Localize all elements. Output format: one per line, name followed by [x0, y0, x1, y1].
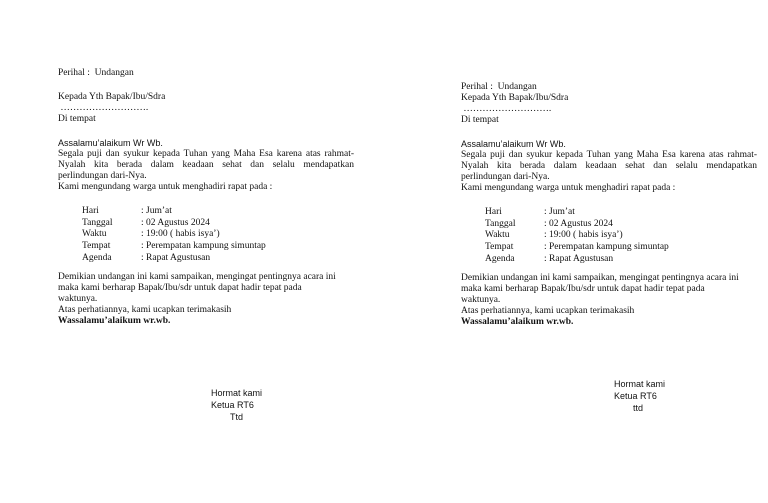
signature-title: Ketua RT6: [211, 400, 254, 410]
recipient-line: Kepada Yth Bapak/Ibu/Sdra: [58, 92, 166, 102]
agenda-value: : Jum’at: [544, 207, 575, 217]
agenda-key: Waktu: [485, 230, 510, 241]
agenda-key: Hari: [82, 206, 99, 216]
agenda-value: : 19:00 ( habis isya’): [544, 230, 623, 241]
agenda-row: [82, 229, 266, 241]
agenda-key: Tempat: [82, 241, 111, 252]
closing-line-1: Demikian undangan ini kami sampaikan, mengingat pentingnya acara ini: [58, 272, 336, 283]
agenda-row: [485, 254, 669, 266]
invite-line: Kami mengundang warga untuk menghadiri rapat pada :: [461, 183, 676, 193]
agenda-row: [485, 230, 669, 242]
recipient-line: Kepada Yth Bapak/Ibu/Sdra: [461, 93, 569, 103]
agenda-value: : Rapat Agustusan: [141, 252, 211, 263]
closing-line-2: maka kami berharap Bapak/Ibu/sdr untuk dapat hadir tepat pada: [58, 283, 302, 294]
signature-title: Ketua RT6: [614, 391, 657, 401]
agenda-table: [485, 207, 669, 265]
agenda-value: : Perempatan kampung simuntap: [544, 242, 669, 253]
agenda-row: [485, 207, 669, 219]
agenda-table: [82, 206, 266, 264]
agenda-key: Tempat: [485, 242, 514, 253]
subject-line: Perihal : Undangan: [461, 82, 537, 92]
letter-left: [58, 68, 358, 327]
location-line: Di tempat: [58, 114, 96, 124]
recipient-dots: ……………………….: [58, 103, 149, 113]
agenda-row: [82, 253, 266, 265]
signature-left: [211, 387, 262, 423]
agenda-key: Hari: [485, 207, 502, 217]
agenda-key: Tanggal: [82, 217, 113, 228]
subject-line: Perihal : Undangan: [58, 68, 134, 78]
agenda-key: Agenda: [485, 253, 515, 264]
body-intro: Segala puji dan syukur kepada Tuhan yang Maha Esa karena atas rahmat-Nyalah kita berada dalam keadaan sehat dan selalu mendapatkan perlindungan dari-Nya.: [461, 150, 757, 182]
agenda-row: [82, 218, 266, 230]
recipient-dots: ……………………….: [461, 104, 552, 114]
body-intro: Segala puji dan syukur kepada Tuhan yang Maha Esa karena atas rahmat-Nyalah kita berada dalam keadaan sehat dan selalu mendapatkan perlindungan dari-Nya.: [58, 149, 354, 181]
agenda-key: Tanggal: [485, 218, 516, 229]
closing-line-2: maka kami berharap Bapak/Ibu/sdr untuk dapat hadir tepat pada: [461, 284, 705, 295]
location-line: Di tempat: [461, 115, 499, 125]
signature-closing: Hormat kami: [614, 379, 666, 389]
letter-right: [461, 82, 761, 328]
agenda-row: [82, 241, 266, 253]
agenda-value: : Jum’at: [141, 206, 172, 216]
closing-line-3: waktunya.: [58, 294, 98, 305]
closing-line-1: Demikian undangan ini kami sampaikan, mengingat pentingnya acara ini: [461, 273, 739, 284]
signature-ttd: Ttd: [230, 412, 244, 422]
agenda-value: : 19:00 ( habis isya’): [141, 229, 220, 240]
agenda-value: : 02 Agustus 2024: [141, 217, 210, 228]
agenda-key: Agenda: [82, 252, 112, 263]
agenda-value: : Perempatan kampung simuntap: [141, 241, 266, 252]
agenda-row: [485, 242, 669, 254]
signature-closing: Hormat kami: [211, 388, 263, 398]
salam-penutup: Wassalamu’alaikum wr.wb.: [58, 316, 171, 327]
closing-line-3: waktunya.: [461, 295, 501, 306]
invite-line: Kami mengundang warga untuk menghadiri rapat pada :: [58, 182, 273, 192]
agenda-value: : 02 Agustus 2024: [544, 218, 613, 229]
agenda-key: Waktu: [82, 229, 107, 240]
closing-line-4: Atas perhatiannya, kami ucapkan terimakasih: [461, 306, 635, 317]
agenda-value: : Rapat Agustusan: [544, 253, 614, 264]
agenda-row: [485, 219, 669, 231]
greeting: Assalamu’alaikum Wr Wb.: [461, 139, 566, 149]
signature-right: [614, 378, 665, 414]
signature-ttd: ttd: [633, 403, 644, 413]
greeting: Assalamu’alaikum Wr Wb.: [58, 138, 163, 148]
closing-line-4: Atas perhatiannya, kami ucapkan terimakasih: [58, 305, 232, 316]
salam-penutup: Wassalamu’alaikum wr.wb.: [461, 317, 574, 328]
agenda-row: [82, 206, 266, 218]
